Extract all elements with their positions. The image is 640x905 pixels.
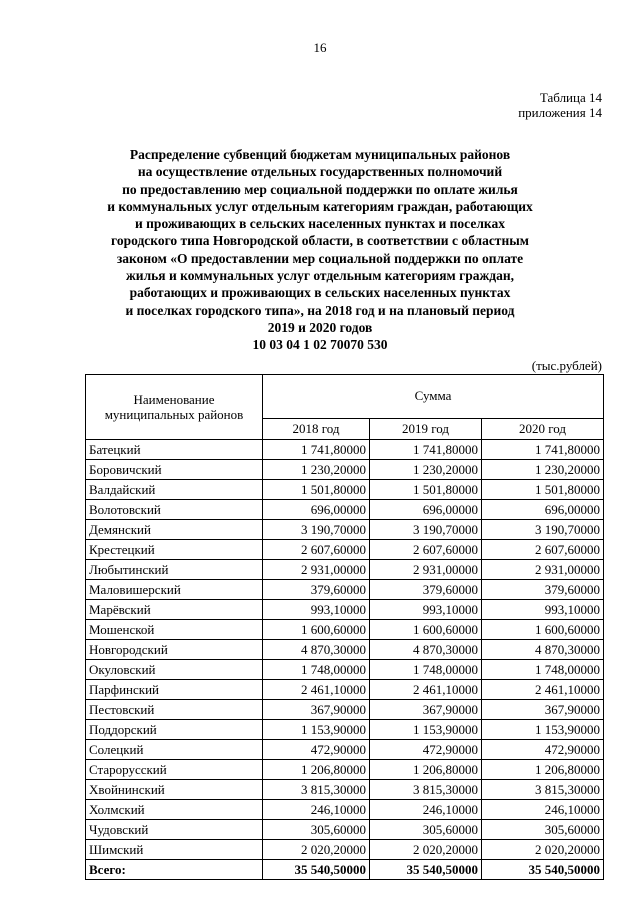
district-name: Солецкий [86,740,263,760]
table-row [86,800,604,820]
table-row [86,820,604,840]
amount-cell: 3 190,70000 [370,520,482,540]
amount-cell: 3 190,70000 [482,520,604,540]
amount-cell: 1 206,80000 [370,760,482,780]
district-name: Валдайский [86,480,263,500]
amount-cell: 2 020,20000 [482,840,604,860]
heading-line: законом «О предоставлении мер социальной поддержки по оплате [116,250,524,266]
heading-line: работающих и проживающих в сельских населенных пунктах [129,285,511,301]
district-name: Хвойнинский [86,780,263,800]
table-row [86,580,604,600]
amount-cell: 1 230,20000 [370,460,482,480]
heading-line: 2019 и 2020 годов [267,319,373,335]
district-name: Марёвский [86,600,263,620]
table-row [86,700,604,720]
district-name: Старорусский [86,760,263,780]
total-amount-cell: 35 540,50000 [263,860,370,880]
district-name: Волотовский [86,500,263,520]
amount-cell: 367,90000 [370,700,482,720]
district-name: Мошенской [86,620,263,640]
caption-table-number: Таблица 14 [539,90,602,105]
amount-cell: 246,10000 [482,800,604,820]
amount-cell: 4 870,30000 [482,640,604,660]
amount-cell: 1 741,80000 [263,440,370,460]
amount-cell: 993,10000 [263,600,370,620]
amount-cell: 1 206,80000 [482,760,604,780]
amount-cell: 2 607,60000 [263,540,370,560]
district-name: Демянский [86,520,263,540]
total-label: Всего: [86,860,263,880]
district-name: Шимский [86,840,263,860]
amount-cell: 4 870,30000 [370,640,482,660]
table-row [86,760,604,780]
district-name: Батецкий [86,440,263,460]
table-row [86,780,604,800]
amount-cell: 1 748,00000 [263,660,370,680]
table-row [86,440,604,460]
amount-cell: 1 153,90000 [370,720,482,740]
district-name: Холмский [86,800,263,820]
units-label: (тыс.рублей) [531,358,602,373]
amount-cell: 1 748,00000 [370,660,482,680]
amount-cell: 1 153,90000 [263,720,370,740]
amount-cell: 993,10000 [482,600,604,620]
amount-cell: 367,90000 [482,700,604,720]
table-row [86,620,604,640]
table-row [86,560,604,580]
amount-cell: 2 461,10000 [370,680,482,700]
table-row [86,600,604,620]
district-name: Маловишерский [86,580,263,600]
amount-cell: 1 501,80000 [263,480,370,500]
subsidy-table [85,374,604,880]
column-header-year: 2019 год [370,418,482,439]
amount-cell: 2 931,00000 [482,560,604,580]
amount-cell: 1 230,20000 [482,460,604,480]
amount-cell: 472,90000 [370,740,482,760]
table-row [86,720,604,740]
table-row [86,740,604,760]
amount-cell: 472,90000 [482,740,604,760]
amount-cell: 305,60000 [263,820,370,840]
amount-cell: 379,60000 [482,580,604,600]
district-name: Новгородский [86,640,263,660]
amount-cell: 1 741,80000 [482,440,604,460]
amount-cell: 246,10000 [263,800,370,820]
amount-cell: 1 230,20000 [263,460,370,480]
amount-cell: 305,60000 [482,820,604,840]
heading-line: на осуществление отдельных государственных полномочий [137,164,503,180]
table-row [86,540,604,560]
amount-cell: 1 600,60000 [263,620,370,640]
table-row [86,660,604,680]
amount-cell: 696,00000 [370,500,482,520]
caption-appendix: приложения 14 [518,105,602,120]
amount-cell: 3 815,30000 [263,780,370,800]
amount-cell: 696,00000 [482,500,604,520]
amount-cell: 4 870,30000 [263,640,370,660]
amount-cell: 379,60000 [370,580,482,600]
amount-cell: 2 931,00000 [370,560,482,580]
budget-classification-code: 10 03 04 1 02 70070 530 [252,337,388,353]
table-row [86,460,604,480]
amount-cell: 472,90000 [263,740,370,760]
district-name: Любытинский [86,560,263,580]
amount-cell: 1 206,80000 [263,760,370,780]
heading-line: и поселках городского типа», на 2018 год и на плановый период [125,302,515,318]
amount-cell: 367,90000 [263,700,370,720]
amount-cell: 1 501,80000 [370,480,482,500]
heading-line: городского типа Новгородской области, в соответствии с областным [111,233,529,249]
heading-line: по предоставлению мер социальной поддержки по оплате жилья [122,181,518,197]
amount-cell: 3 190,70000 [263,520,370,540]
district-name: Поддорский [86,720,263,740]
total-amount-cell: 35 540,50000 [482,860,604,880]
column-header-year: 2020 год [482,418,604,439]
amount-cell: 2 020,20000 [263,840,370,860]
amount-cell: 246,10000 [370,800,482,820]
total-amount-cell: 35 540,50000 [370,860,482,880]
page-number: 16 [313,40,327,55]
amount-cell: 3 815,30000 [482,780,604,800]
amount-cell: 1 741,80000 [370,440,482,460]
table-row [86,480,604,500]
amount-cell: 1 153,90000 [482,720,604,740]
column-header-name: Наименование муниципальных районов [86,375,263,440]
column-header-year: 2018 год [263,418,370,439]
table-row [86,520,604,540]
heading-line: жилья и коммунальных услуг отдельным категориям граждан, [126,268,514,284]
amount-cell: 379,60000 [263,580,370,600]
amount-cell: 1 600,60000 [482,620,604,640]
amount-cell: 993,10000 [370,600,482,620]
district-name: Пестовский [86,700,263,720]
amount-cell: 2 607,60000 [482,540,604,560]
amount-cell: 2 020,20000 [370,840,482,860]
table-row [86,640,604,660]
district-name: Чудовский [86,820,263,840]
total-row [86,860,604,880]
table-row [86,840,604,860]
amount-cell: 696,00000 [263,500,370,520]
amount-cell: 2 461,10000 [263,680,370,700]
district-name: Крестецкий [86,540,263,560]
column-header-sum: Сумма [263,375,604,419]
heading-line: и проживающих в сельских населенных пунктах и поселках [135,216,505,232]
amount-cell: 2 461,10000 [482,680,604,700]
amount-cell: 2 607,60000 [370,540,482,560]
district-name: Парфинский [86,680,263,700]
heading-line: и коммунальных услуг отдельным категориям граждан, работающих [107,198,533,214]
table-row [86,500,604,520]
amount-cell: 2 931,00000 [263,560,370,580]
document-heading [60,146,580,354]
heading-line: Распределение субвенций бюджетам муниципальных районов [129,147,511,162]
district-name: Окуловский [86,660,263,680]
table-caption [518,90,602,120]
amount-cell: 1 501,80000 [482,480,604,500]
amount-cell: 305,60000 [370,820,482,840]
amount-cell: 1 748,00000 [482,660,604,680]
amount-cell: 3 815,30000 [370,780,482,800]
amount-cell: 1 600,60000 [370,620,482,640]
table-row [86,680,604,700]
district-name: Боровичский [86,460,263,480]
